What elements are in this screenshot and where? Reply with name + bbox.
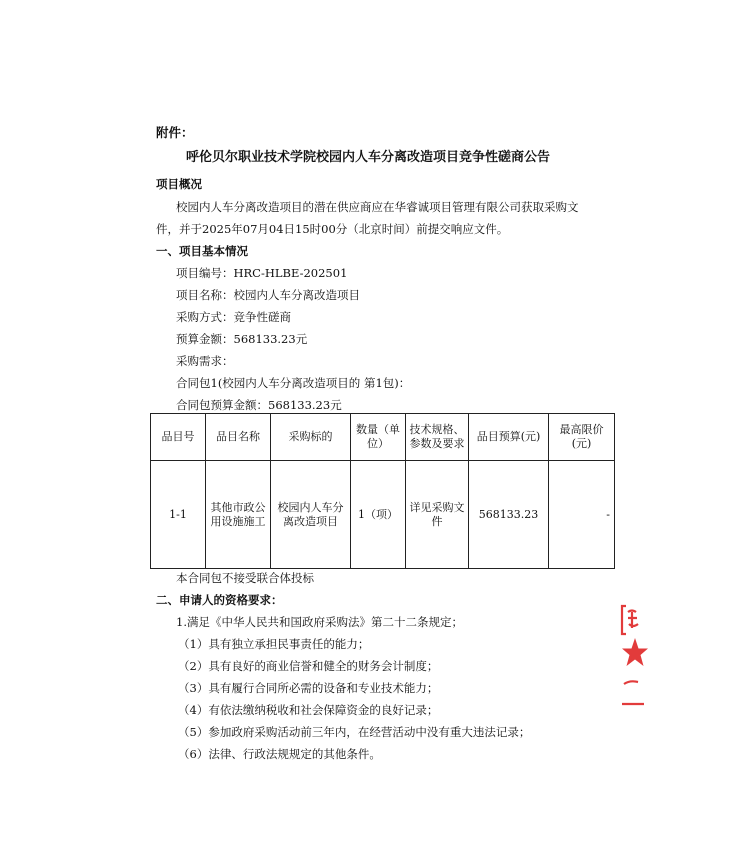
procurement-requirement: 采购需求： — [176, 354, 234, 368]
cell-subject: 校园内人车分离改造项目 — [271, 461, 351, 569]
requirement-sub-5: （5）参加政府采购活动前三年内，在经营活动中没有重大违法记录； — [178, 725, 531, 739]
header-subject: 采购标的 — [271, 414, 351, 461]
header-limit: 最高限价(元) — [549, 414, 615, 461]
header-budget: 品目预算(元) — [469, 414, 549, 461]
overview-line-1: 校园内人车分离改造项目的潜在供应商应在华睿诚项目管理有限公司获取采购文 — [176, 200, 579, 214]
cell-quantity: 1（项） — [351, 461, 406, 569]
requirement-sub-2: （2）具有良好的商业信誉和健全的财务会计制度； — [178, 659, 439, 673]
requirement-sub-3: （3）具有履行合同所必需的设备和专业技术能力； — [178, 681, 439, 695]
requirement-item-1: 1.满足《中华人民共和国政府采购法》第二十二条规定； — [176, 615, 463, 629]
header-item-no: 品目号 — [151, 414, 206, 461]
project-number: 项目编号：HRC-HLBE-202501 — [176, 266, 348, 280]
requirement-sub-6: （6）法律、行政法规规定的其他条件。 — [178, 747, 381, 761]
budget-amount: 预算金额：568133.23元 — [176, 332, 308, 346]
procurement-method: 采购方式：竞争性磋商 — [176, 310, 291, 324]
header-spec: 技术规格、参数及要求 — [406, 414, 469, 461]
no-consortium-note: 本合同包不接受联合体投标 — [176, 571, 314, 585]
cell-budget: 568133.23 — [469, 461, 549, 569]
package-budget: 合同包预算金额：568133.23元 — [176, 398, 342, 412]
header-item-name: 品目名称 — [206, 414, 271, 461]
cell-item-name: 其他市政公用设施施工 — [206, 461, 271, 569]
requirement-sub-4: （4）有依法缴纳税收和社会保障资金的良好记录； — [178, 703, 439, 717]
procurement-table — [150, 413, 615, 569]
cell-limit: - — [549, 461, 615, 569]
section2-heading: 二、申请人的资格要求： — [156, 593, 283, 607]
requirement-sub-1: （1）具有独立承担民事责任的能力； — [178, 637, 370, 651]
attachment-label: 附件： — [156, 125, 194, 140]
table-header-row — [151, 414, 615, 461]
header-quantity: 数量（单位） — [351, 414, 406, 461]
overview-line-2: 件，并于2025年07月04日15时00分（北京时间）前提交响应文件。 — [156, 222, 509, 236]
project-name: 项目名称：校园内人车分离改造项目 — [176, 288, 360, 302]
cell-item-no: 1-1 — [151, 461, 206, 569]
table-row — [151, 461, 615, 569]
cell-spec: 详见采购文件 — [406, 461, 469, 569]
overview-heading: 项目概况 — [156, 177, 202, 191]
contract-package: 合同包1(校园内人车分离改造项目的 第1包)： — [176, 376, 411, 390]
red-seal-stamp — [618, 600, 648, 712]
section1-heading: 一、项目基本情况 — [156, 244, 248, 258]
page-title: 呼伦贝尔职业技术学院校园内人车分离改造项目竞争性磋商公告 — [186, 150, 551, 165]
